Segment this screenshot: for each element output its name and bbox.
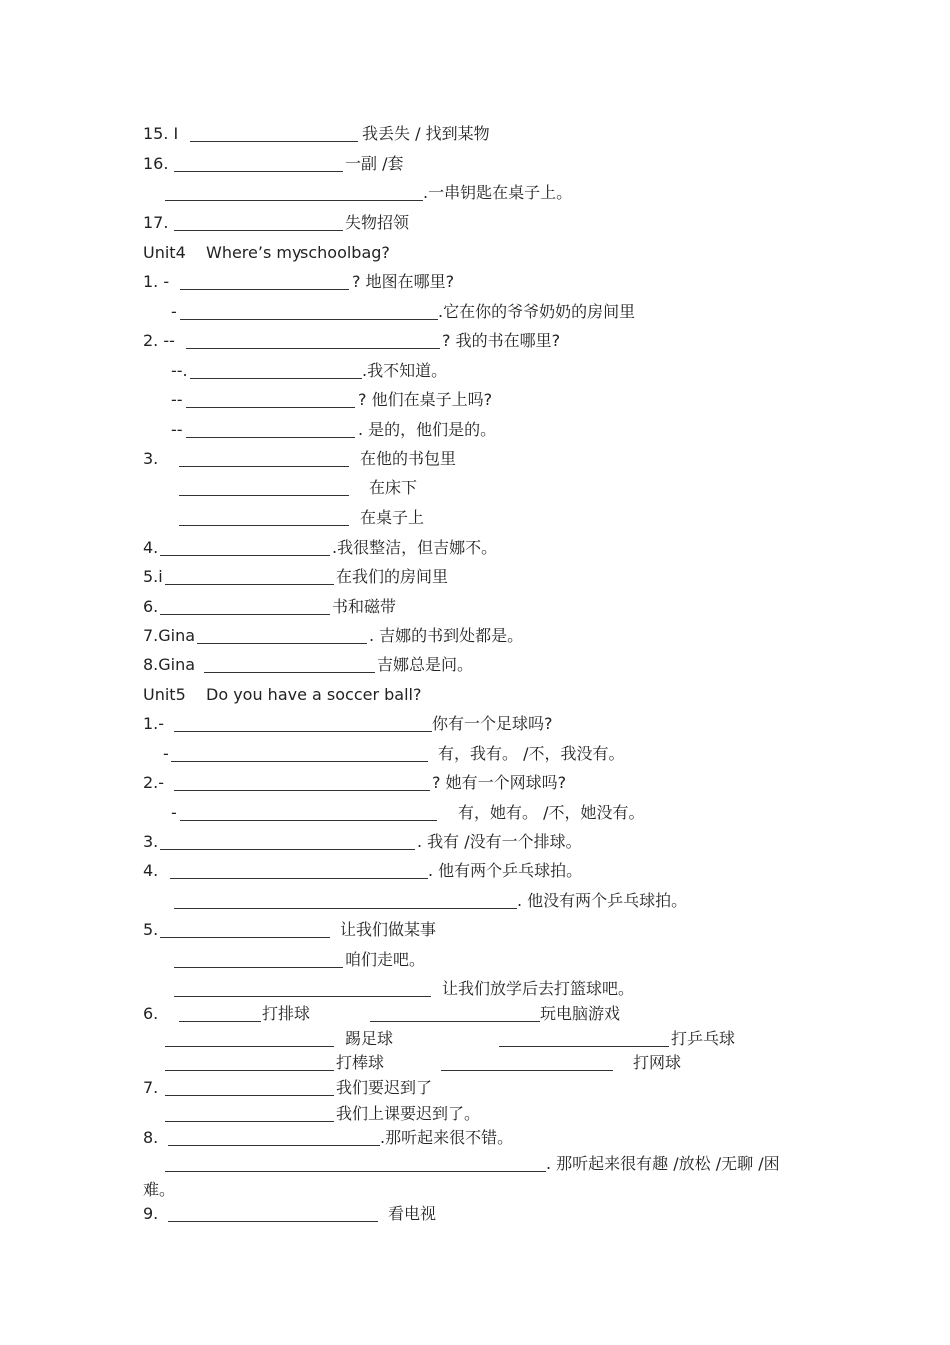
answer-blank[interactable]	[168, 1221, 378, 1222]
line-text: . 他有两个乒乓球拍。	[428, 861, 583, 880]
answer-blank[interactable]	[174, 731, 432, 732]
answer-blank[interactable]	[165, 1046, 334, 1047]
answer-blank[interactable]	[174, 908, 517, 909]
line-text: 6.	[143, 1004, 159, 1023]
line-text: 16.	[143, 154, 169, 173]
line-text: 打棒球	[336, 1053, 385, 1072]
line-text: Where’s my	[206, 243, 302, 262]
line-text: ? 他们在桌子上吗?	[358, 390, 493, 409]
answer-blank[interactable]	[180, 289, 349, 290]
answer-blank[interactable]	[179, 525, 349, 526]
answer-blank[interactable]	[179, 466, 349, 467]
line-text: 让我们做某事	[340, 920, 437, 939]
answer-blank[interactable]	[165, 200, 423, 201]
line-text: 玩电脑游戏	[540, 1004, 621, 1023]
line-text: 15. I	[143, 124, 179, 143]
line-text: 在我们的房间里	[336, 567, 449, 586]
line-text: . 吉娜的书到处都是。	[369, 626, 524, 645]
line-text: 在他的书包里	[360, 449, 457, 468]
line-text: --	[171, 420, 183, 439]
line-text: ? 地图在哪里?	[352, 272, 455, 291]
line-text: 我丢失 / 找到某物	[362, 124, 490, 143]
answer-blank[interactable]	[160, 614, 330, 615]
answer-blank[interactable]	[168, 1145, 380, 1146]
answer-blank[interactable]	[179, 1021, 261, 1022]
answer-blank[interactable]	[165, 1095, 334, 1096]
line-text: Do you have a soccer ball?	[206, 685, 422, 704]
answer-blank[interactable]	[190, 378, 362, 379]
line-text: .那听起来很不错。	[380, 1128, 514, 1147]
line-text: Unit5	[143, 685, 186, 704]
answer-blank[interactable]	[165, 1070, 334, 1071]
answer-blank[interactable]	[171, 761, 428, 762]
line-text: 打排球	[262, 1004, 311, 1023]
line-text: .它在你的爷爷奶奶的房间里	[438, 302, 636, 321]
answer-blank[interactable]	[174, 967, 343, 968]
answer-blank[interactable]	[174, 790, 430, 791]
answer-blank[interactable]	[186, 437, 355, 438]
line-text: 4.	[143, 861, 159, 880]
line-text: -	[171, 302, 177, 321]
answer-blank[interactable]	[160, 937, 330, 938]
line-text: 打网球	[633, 1053, 682, 1072]
line-text: Unit4	[143, 243, 186, 262]
line-text: 3.	[143, 832, 159, 851]
line-text: 难。	[143, 1180, 176, 1199]
answer-blank[interactable]	[174, 171, 343, 172]
line-text: --	[171, 390, 183, 409]
answer-blank[interactable]	[160, 849, 415, 850]
line-text: 我们上课要迟到了。	[336, 1104, 481, 1123]
line-text: 17.	[143, 213, 169, 232]
line-text: 打乒乓球	[671, 1029, 736, 1048]
answer-blank[interactable]	[190, 141, 358, 142]
line-text: 2. --	[143, 331, 175, 350]
line-text: schoolbag?	[300, 243, 390, 262]
line-text: 失物招领	[345, 213, 410, 232]
line-text: 咱们走吧。	[345, 950, 426, 969]
line-text: 你有一个足球吗?	[432, 714, 553, 733]
answer-blank[interactable]	[165, 1121, 334, 1122]
line-text: .一串钥匙在桌子上。	[423, 183, 573, 202]
line-text: 在桌子上	[360, 508, 425, 527]
answer-blank[interactable]	[204, 672, 375, 673]
answer-blank[interactable]	[186, 348, 440, 349]
line-text: .我不知道。	[362, 361, 448, 380]
line-text: 踢足球	[345, 1029, 394, 1048]
line-text: 在床下	[369, 478, 418, 497]
line-text: 7.	[143, 1078, 159, 1097]
answer-blank[interactable]	[180, 820, 437, 821]
line-text: 1. -	[143, 272, 170, 291]
answer-blank[interactable]	[160, 555, 330, 556]
line-text: ? 我的书在哪里?	[442, 331, 561, 350]
line-text: 5.i	[143, 567, 163, 586]
line-text: 2.-	[143, 773, 165, 792]
answer-blank[interactable]	[499, 1046, 669, 1047]
line-text: 看电视	[388, 1204, 437, 1223]
line-text: 有，我有。 /不，我没有。	[438, 744, 625, 763]
answer-blank[interactable]	[170, 878, 428, 879]
line-text: 4.	[143, 538, 159, 557]
answer-blank[interactable]	[441, 1070, 613, 1071]
line-text: 我们要迟到了	[336, 1078, 433, 1097]
answer-blank[interactable]	[180, 319, 438, 320]
line-text: --.	[171, 361, 188, 380]
line-text: 吉娜总是问。	[377, 655, 474, 674]
answer-blank[interactable]	[174, 230, 343, 231]
line-text: 8.	[143, 1128, 159, 1147]
line-text: 6.	[143, 597, 159, 616]
line-text: 5.	[143, 920, 159, 939]
answer-blank[interactable]	[186, 407, 355, 408]
line-text: 9.	[143, 1204, 159, 1223]
line-text: -	[163, 744, 169, 763]
answer-blank[interactable]	[179, 495, 349, 496]
answer-blank[interactable]	[165, 1171, 546, 1172]
line-text: 书和磁带	[332, 597, 397, 616]
line-text: -	[171, 803, 177, 822]
answer-blank[interactable]	[165, 584, 334, 585]
line-text: 1.-	[143, 714, 165, 733]
line-text: ? 她有一个网球吗?	[432, 773, 567, 792]
line-text: 一副 /套	[345, 154, 404, 173]
line-text: .我很整洁，但吉娜不。	[332, 538, 498, 557]
line-text: 让我们放学后去打篮球吧。	[442, 979, 635, 998]
line-text: . 他没有两个乒乓球拍。	[517, 891, 688, 910]
line-text: 8.Gina	[143, 655, 196, 674]
line-text: . 我有 /没有一个排球。	[417, 832, 582, 851]
line-text: 有，她有。 /不，她没有。	[458, 803, 645, 822]
line-text: 3.	[143, 449, 159, 468]
line-text: . 那听起来很有趣 /放松 /无聊 /困	[546, 1154, 780, 1173]
answer-blank[interactable]	[174, 996, 431, 997]
line-text: 7.Gina	[143, 626, 196, 645]
answer-blank[interactable]	[370, 1021, 540, 1022]
line-text: . 是的，他们是的。	[358, 420, 497, 439]
answer-blank[interactable]	[197, 643, 367, 644]
